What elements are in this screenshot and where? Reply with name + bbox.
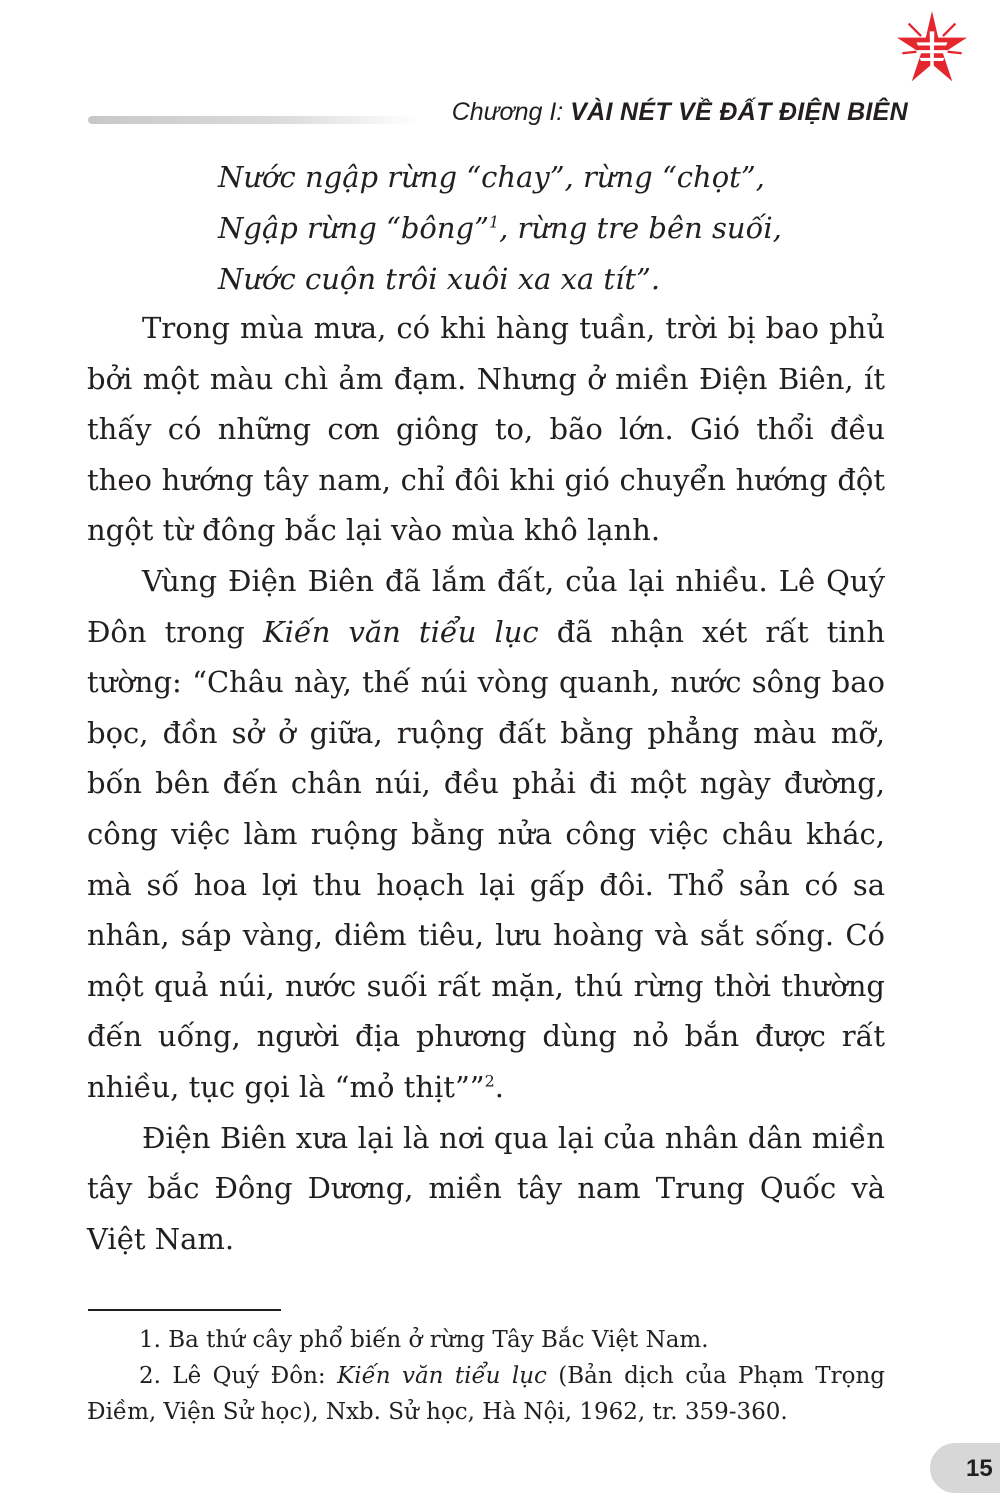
footnote-separator	[88, 1309, 281, 1311]
footnote: 1. Ba thứ cây phổ biến ở rừng Tây Bắc Việt Nam.	[139, 1327, 709, 1353]
footnote-ref: 2	[484, 1071, 495, 1091]
page-number: 15	[966, 1455, 993, 1482]
footnote: 2. Lê Quý Đôn: Kiến văn tiểu lục (Bản dịch của Phạm Trọng Điềm, Viện Sử học), Nxb. Sử học, Hà Nội, 1962, tr. 359-360.	[87, 1363, 885, 1425]
chapter-title: VÀI NÉT VỀ ĐẤT ĐIỆN BIÊN	[570, 98, 908, 126]
chapter-label: Chương I:	[451, 98, 571, 126]
running-header	[452, 98, 908, 127]
verse-line: Nước cuộn trôi xuôi xa xa tít”.	[218, 262, 661, 296]
paragraph: Vùng Điện Biên đã lắm đất, của lại nhiều. Lê Quý Đôn trong Kiến văn tiểu lục đã nhận xét rất tinh tường: “Châu này, thế núi vòng quanh, nước sông bao bọc, đồn sở ở giữa, ruộng đất bằng phẳng màu mỡ, bốn bên đến chân núi, đều phải đi một ngày đường, công việc làm ruộng bằng nửa công việc châu khác, mà số hoa lợi thu hoạch lại gấp đôi. Thổ sản có sa nhân, sáp vàng, diêm tiêu, lưu hoàng và sắt sống. Có một quả núi, nước suối rất mặn, thú rừng thời thường đến uống, người địa phương dùng nỏ bắn được rất nhiều, tục gọi là “mỏ thịt””$^2$.	[87, 563, 885, 1104]
verse-line: Ngập rừng “bông”$^1$, rừng tre bên suối,	[218, 211, 782, 245]
paragraph: Điện Biên xưa lại là nơi qua lại của nhân dân miền tây bắc Đông Dương, miền tây nam Trung Quốc và Việt Nam.	[87, 1120, 885, 1256]
body-text	[87, 303, 885, 1264]
verse-block	[218, 152, 782, 305]
footnotes	[87, 1322, 885, 1430]
publisher-star-logo-icon	[893, 8, 971, 86]
header-decorative-bar	[88, 116, 418, 124]
footnote-ref: 1	[488, 212, 500, 232]
book-title: Kiến văn tiểu lục	[337, 1363, 547, 1389]
paragraph: Trong mùa mưa, có khi hàng tuần, trời bị bao phủ bởi một màu chì ảm đạm. Nhưng ở miền Điện Biên, ít thấy có những cơn giông to, bão lớn. Gió thổi đều theo hướng tây nam, chỉ đôi khi gió chuyển hướng đột ngột từ đông bắc lại vào mùa khô lạnh.	[87, 311, 885, 548]
book-title: Kiến văn tiểu lục	[262, 614, 539, 649]
verse-line: Nước ngập rừng “chay”, rừng “chọt”,	[218, 160, 765, 194]
